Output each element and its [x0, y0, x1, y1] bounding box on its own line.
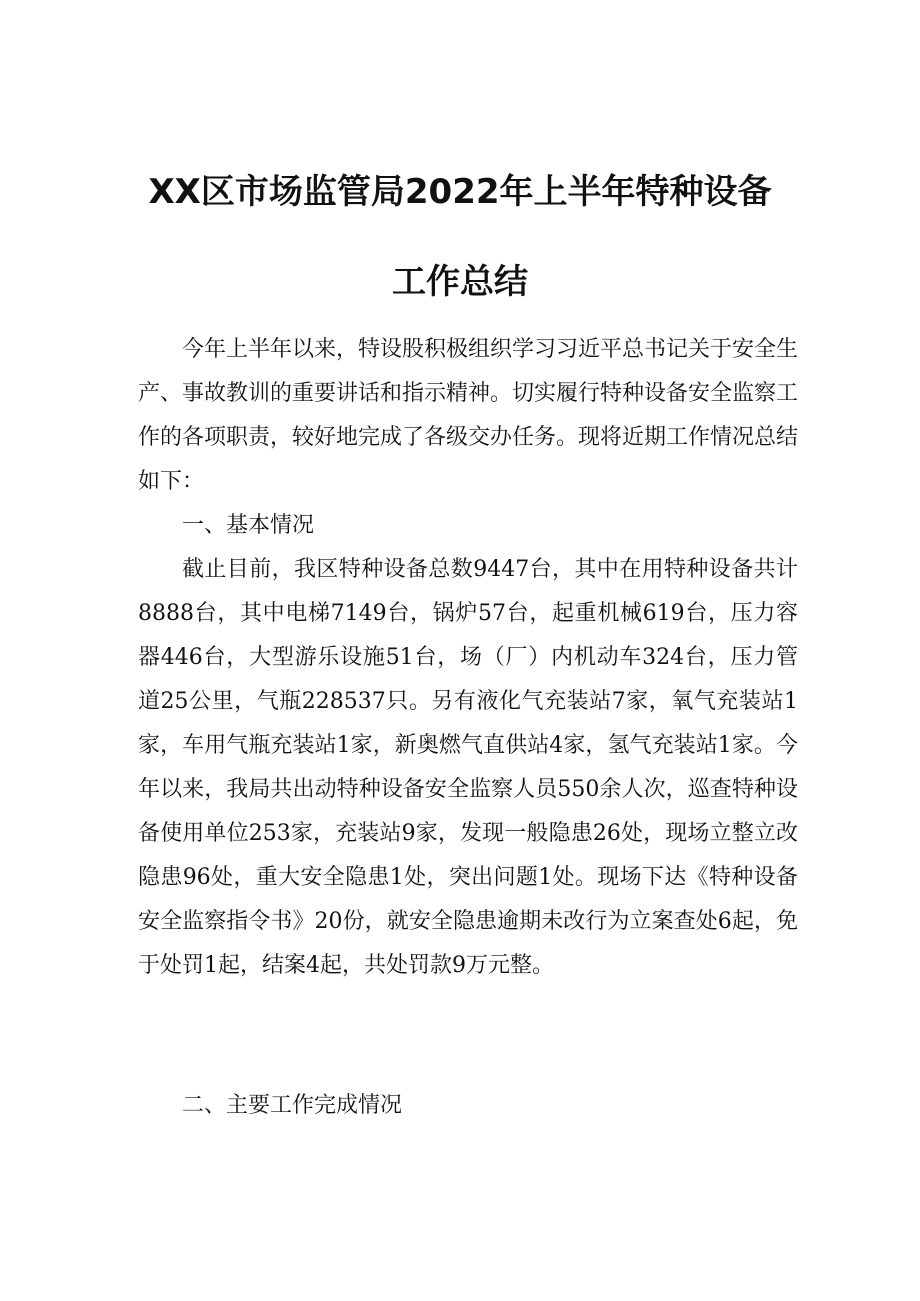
document-title-line-1: XX区市场监管局2022年上半年特种设备 — [148, 172, 772, 212]
document-body-continued — [138, 1084, 798, 1128]
section-1-heading: 一、基本情况 — [182, 513, 315, 538]
section-1-paragraph: 截止目前，我区特种设备总数9447台，其中在用特种设备共计8888台，其中电梯7149台，锅炉57台，起重机械619台，压力容器446台，大型游乐设施51台，场（厂）内机动车324台，压力管道25公里，气瓶228537只。另有液化气充装站7家，氧气充装站1家，车用气瓶充装站1家，新奥燃气直供站4家，氢气充装站1家。今年以来，我局共出动特种设备安全监察人员550余人次，巡查特种设备使用单位253家，充装站9家，发现一般隐患26处，现场立整立改隐患96处，重大安全隐患1处，突出问题1处。现场下达《特种设备安全监察指令书》20份，就安全隐患逾期未改行为立案查处6起，免于处罚1起，结案4起，共处罚款9万元整。 — [138, 557, 798, 978]
document-body — [138, 328, 798, 988]
section-2-heading: 二、主要工作完成情况 — [182, 1093, 403, 1118]
intro-paragraph: 今年上半年以来，特设股积极组织学习习近平总书记关于安全生产、事故教训的重要讲话和指示精神。切实履行特种设备安全监察工作的各项职责，较好地完成了各级交办任务。现将近期工作情况总结如下： — [138, 337, 799, 494]
document-title-line-2: 工作总结 — [392, 262, 528, 302]
